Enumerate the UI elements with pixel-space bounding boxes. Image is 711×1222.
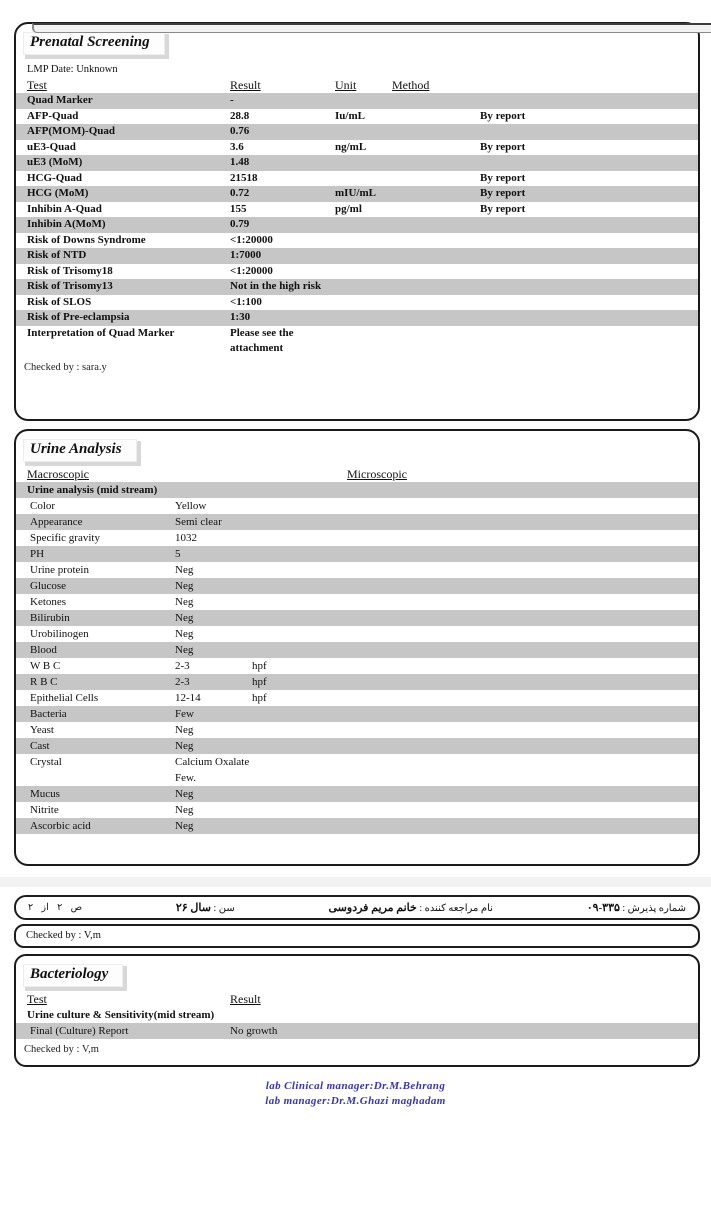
result-cell: Please see the attachment	[230, 326, 294, 354]
unit-cell	[252, 786, 698, 802]
column-header-test: Test	[27, 991, 47, 1006]
table-row	[16, 690, 698, 706]
test-name-cell: Final (Culture) Report	[30, 1024, 129, 1037]
table-row	[16, 578, 698, 594]
test-name-cell: Urine protein	[30, 563, 89, 576]
table-row	[16, 706, 698, 722]
bacteriology-checked-by: Checked by : V,m	[24, 1043, 99, 1055]
unit-cell	[252, 594, 698, 610]
test-name-cell: Nitrite	[30, 803, 59, 816]
table-row	[16, 658, 698, 674]
unit-cell	[252, 706, 698, 722]
unit-cell: ng/mL	[335, 140, 367, 153]
lmp-date: LMP Date: Unknown	[27, 64, 118, 75]
result-cell: Neg	[175, 739, 194, 752]
column-header-macroscopic: Macroscopic	[27, 466, 89, 481]
table-row	[16, 754, 698, 786]
result-cell: 0.72	[230, 187, 250, 199]
result-cell: 1.48	[230, 156, 250, 168]
table-row	[16, 264, 698, 280]
patient-age-field	[176, 901, 235, 914]
test-name-cell: Specific gravity	[30, 531, 100, 544]
table-row	[16, 514, 698, 530]
unit-cell	[335, 295, 480, 311]
method-cell	[480, 326, 698, 357]
table-row	[16, 93, 698, 109]
method-cell	[480, 264, 698, 280]
test-name-cell: Risk of Trisomy18	[27, 264, 113, 277]
test-name-cell: AFP(MOM)-Quad	[27, 125, 115, 137]
test-name-cell: Color	[30, 499, 56, 512]
admission-number-value: ۰۹-۳۳۵	[586, 901, 620, 914]
result-cell: Neg	[175, 803, 194, 816]
test-name-cell: Inhibin A-Quad	[27, 202, 102, 215]
column-header-test: Test	[27, 78, 47, 92]
table-row	[16, 202, 698, 218]
patient-info-bar	[14, 895, 700, 920]
table-row	[16, 295, 698, 311]
result-cell: <1:20000	[230, 233, 273, 246]
prenatal-section-title: Prenatal Screening	[23, 32, 165, 55]
table-row	[16, 674, 698, 690]
table-row	[16, 186, 698, 202]
prenatal-table	[16, 93, 698, 357]
bacteriology-section	[14, 954, 700, 1067]
previous-page-box-remnant	[32, 23, 711, 33]
result-cell: 5	[175, 547, 181, 560]
method-cell	[480, 310, 698, 326]
unit-cell	[252, 626, 698, 642]
result-cell: Neg	[175, 787, 194, 800]
unit-cell	[252, 642, 698, 658]
table-row	[16, 818, 698, 834]
result-cell: Neg	[175, 723, 194, 736]
urine-group-header: Urine analysis (mid stream)	[16, 482, 698, 498]
result-cell: <1:100	[230, 295, 262, 308]
method-cell: By report	[480, 109, 526, 122]
unit-cell: hpf	[252, 691, 267, 704]
table-row	[16, 610, 698, 626]
test-name-cell: Appearance	[30, 515, 83, 528]
test-name-cell: Risk of SLOS	[27, 295, 92, 308]
method-cell	[480, 155, 698, 171]
unit-cell	[335, 233, 480, 249]
test-name-cell: Ascorbic acid	[30, 819, 91, 832]
result-cell: 2-3	[175, 659, 190, 672]
table-row	[16, 217, 698, 233]
unit-cell	[252, 530, 698, 546]
urine-analysis-section	[14, 429, 700, 866]
test-name-cell: Blood	[30, 643, 57, 656]
unit-cell	[252, 722, 698, 738]
table-row	[16, 248, 698, 264]
urine-table	[16, 498, 698, 834]
admission-number-field	[587, 901, 686, 914]
test-name-cell: Crystal	[30, 755, 62, 768]
result-cell: Few	[175, 707, 194, 720]
result-cell: 0.76	[230, 125, 250, 137]
result-cell: 28.8	[230, 109, 250, 122]
method-cell	[480, 93, 698, 109]
patient-age-label: سن :	[213, 902, 235, 914]
method-cell: By report	[480, 140, 526, 153]
unit-cell: pg/ml	[335, 202, 362, 215]
patient-age-value: ۲۶ سال	[175, 901, 211, 914]
unit-cell	[252, 498, 698, 514]
table-row	[16, 279, 698, 295]
test-name-cell: Bilirubin	[30, 611, 70, 624]
clinical-manager-signature: lab Clinical manager:Dr.M.Behrang	[265, 1079, 446, 1092]
test-name-cell: Epithelial Cells	[30, 691, 99, 704]
admission-number-label: شماره پذیرش :	[622, 902, 686, 914]
prenatal-checked-by: Checked by : sara.y	[24, 361, 107, 373]
table-row	[16, 594, 698, 610]
test-name-cell: Cast	[30, 739, 50, 752]
result-cell: Neg	[175, 595, 194, 608]
urine-column-headers	[16, 466, 698, 482]
table-row	[16, 233, 698, 249]
patient-name-value: خانم مریم فردوسی	[328, 901, 417, 914]
unit-cell	[252, 738, 698, 754]
unit-cell: Iu/mL	[335, 109, 365, 122]
method-cell	[480, 248, 698, 264]
column-header-result: Result	[230, 991, 261, 1006]
test-name-cell: R B C	[30, 675, 58, 688]
table-row	[16, 124, 698, 140]
unit-cell	[252, 610, 698, 626]
unit-cell	[335, 248, 480, 264]
table-row	[16, 802, 698, 818]
unit-cell	[252, 818, 698, 834]
bacteriology-group-header: Urine culture & Sensitivity(mid stream)	[27, 1008, 215, 1021]
test-name-cell: Bacteria	[30, 707, 67, 720]
column-header-microscopic: Microscopic	[347, 466, 407, 481]
unit-cell	[335, 171, 480, 187]
result-cell: Yellow	[175, 499, 207, 512]
checked-by-text: Checked by : V,m	[26, 930, 101, 941]
test-name-cell: Risk of Trisomy13	[27, 280, 113, 292]
table-row	[16, 546, 698, 562]
test-name-cell: Risk of NTD	[27, 249, 87, 261]
method-cell	[480, 217, 698, 233]
unit-cell	[335, 155, 480, 171]
page-number-indicator: ص ۲ از ۲	[28, 902, 83, 913]
method-cell	[480, 124, 698, 140]
column-header-result: Result	[230, 78, 261, 92]
test-name-cell: Glucose	[30, 579, 67, 592]
unit-cell	[335, 124, 480, 140]
test-name-cell: PH	[30, 547, 45, 560]
prenatal-column-headers	[16, 77, 698, 93]
unit-cell	[252, 562, 698, 578]
test-name-cell: HCG-Quad	[27, 171, 83, 184]
unit-cell	[252, 514, 698, 530]
result-cell: Not in the high risk	[230, 280, 322, 292]
result-cell: -	[230, 94, 234, 106]
patient-name-field	[329, 901, 493, 914]
prenatal-screening-section	[14, 22, 700, 421]
result-cell: 2-3	[175, 675, 190, 688]
bacteriology-column-headers	[16, 991, 698, 1007]
unit-cell	[335, 279, 480, 295]
test-name-cell: uE3 (MoM)	[27, 156, 83, 168]
method-cell: By report	[480, 171, 526, 184]
result-cell: 0.79	[230, 218, 250, 230]
test-name-cell: Risk of Downs Syndrome	[27, 233, 146, 246]
test-name-cell: AFP-Quad	[27, 109, 79, 122]
result-cell: Calcium Oxalate Few.	[175, 755, 250, 784]
result-cell: 155	[230, 202, 247, 215]
result-cell: 1032	[175, 531, 197, 544]
unit-cell	[252, 546, 698, 562]
result-cell: 12-14	[175, 691, 201, 704]
table-row	[16, 738, 698, 754]
table-row	[16, 786, 698, 802]
result-cell: 1:7000	[230, 249, 262, 261]
unit-cell	[335, 93, 480, 109]
result-cell: 1:30	[230, 311, 251, 323]
table-row	[16, 140, 698, 156]
column-header-unit: Unit	[335, 78, 357, 92]
lab-manager-signature: lab manager:Dr.M.Ghazi maghadam	[265, 1094, 446, 1107]
test-name-cell: HCG (MoM)	[27, 187, 89, 199]
method-cell	[480, 295, 698, 311]
checked-by-bar	[14, 924, 700, 948]
table-row	[16, 109, 698, 125]
unit-cell	[335, 264, 480, 280]
unit-cell	[252, 802, 698, 818]
test-name-cell: Interpretation of Quad Marker	[27, 326, 175, 339]
table-row	[16, 722, 698, 738]
test-name-cell: Yeast	[30, 723, 54, 736]
method-cell: By report	[480, 187, 526, 199]
result-cell: 3.6	[230, 140, 244, 153]
result-cell: Neg	[175, 563, 194, 576]
test-name-cell: Quad Marker	[27, 94, 93, 106]
result-cell: No growth	[230, 1024, 278, 1037]
table-row	[16, 155, 698, 171]
unit-cell	[335, 310, 480, 326]
table-row	[16, 626, 698, 642]
table-row	[16, 310, 698, 326]
urine-section-title: Urine Analysis	[23, 439, 137, 462]
test-name-cell: Inhibin A(MoM)	[27, 218, 106, 230]
page-separator-strip	[0, 877, 711, 887]
bacteriology-section-title: Bacteriology	[23, 964, 123, 987]
test-name-cell: Risk of Pre-eclampsia	[27, 311, 130, 323]
bacteriology-table	[16, 1023, 698, 1039]
result-cell: Neg	[175, 579, 194, 592]
result-cell: Neg	[175, 611, 194, 624]
unit-cell: hpf	[252, 675, 267, 688]
result-cell: Neg	[175, 627, 194, 640]
unit-cell	[252, 754, 698, 786]
result-cell: Semi clear	[175, 515, 222, 528]
signature-block	[0, 1079, 711, 1109]
table-row	[16, 562, 698, 578]
result-cell: <1:20000	[230, 264, 273, 277]
result-cell: Neg	[175, 643, 194, 656]
column-header-method: Method	[392, 78, 430, 92]
test-name-cell: Ketones	[30, 595, 67, 608]
table-row	[16, 1023, 698, 1039]
test-name-cell: Urobilinogen	[30, 627, 89, 640]
table-row	[16, 326, 698, 357]
unit-cell: hpf	[252, 659, 267, 672]
unit-cell: mIU/mL	[335, 187, 376, 199]
method-cell	[480, 279, 698, 295]
patient-name-label: نام مراجعه کننده :	[419, 902, 493, 914]
method-cell	[480, 233, 698, 249]
unit-cell	[252, 578, 698, 594]
test-name-cell: uE3-Quad	[27, 140, 76, 153]
unit-cell	[335, 217, 480, 233]
table-row	[16, 530, 698, 546]
table-row	[16, 171, 698, 187]
result-cell: 21518	[230, 171, 258, 184]
result-cell: Neg	[175, 819, 194, 832]
table-row	[16, 498, 698, 514]
test-name-cell: W B C	[30, 659, 61, 672]
unit-cell	[335, 326, 480, 357]
table-row	[16, 642, 698, 658]
test-name-cell: Mucus	[30, 787, 60, 800]
method-cell: By report	[480, 202, 526, 215]
